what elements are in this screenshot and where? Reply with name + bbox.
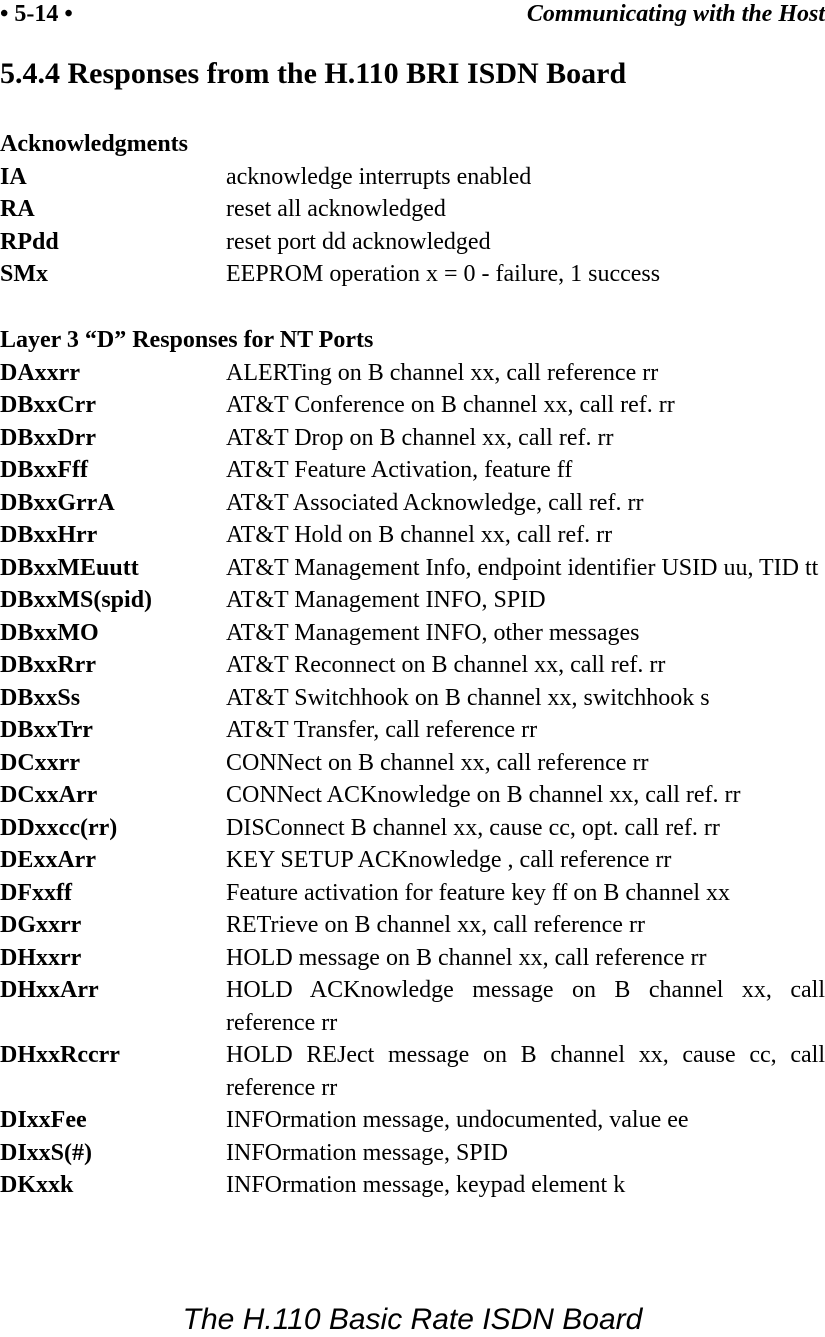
response-description: AT&T Switchhook on B channel xx, switchhook s — [226, 684, 710, 711]
list-item — [0, 161, 825, 194]
acknowledgments-heading: Acknowledgments — [0, 131, 189, 157]
list-item — [0, 909, 825, 942]
response-description: reset all acknowledged — [226, 196, 446, 222]
response-code: DBxxCrr — [0, 392, 96, 418]
response-code: IA — [0, 163, 27, 190]
response-code: DExxArr — [0, 847, 96, 873]
response-code: DBxxGrrA — [0, 489, 115, 516]
list-item — [0, 454, 825, 487]
response-description: AT&T Feature Activation, feature ff — [226, 457, 573, 483]
response-code: DIxxS(#) — [0, 1139, 93, 1166]
list-item — [0, 1104, 825, 1137]
response-description: RETrieve on B channel xx, call reference rr — [226, 912, 645, 938]
acknowledgments-section — [0, 128, 825, 291]
response-description: AT&T Drop on B channel xx, call ref. rr — [226, 424, 614, 451]
page-header — [0, 0, 825, 28]
response-description: HOLD message on B channel xx, call reference rr — [226, 944, 707, 971]
running-title: Communicating with the Host — [526, 1, 825, 27]
response-code: DBxxMEuutt — [0, 554, 139, 581]
list-item — [0, 942, 825, 975]
response-description: AT&T Management INFO, SPID — [226, 587, 546, 613]
list-item — [0, 519, 825, 552]
list-item — [0, 226, 825, 259]
layer3-section — [0, 324, 825, 1202]
response-description: INFOrmation message, undocumented, value ee — [226, 1107, 689, 1133]
response-description: CONNect ACKnowledge on B channel xx, call ref. rr — [226, 782, 741, 808]
list-item — [0, 552, 825, 585]
list-item — [0, 877, 825, 910]
list-item — [0, 747, 825, 780]
response-code: DBxxHrr — [0, 522, 98, 548]
list-item — [0, 649, 825, 682]
response-description: CONNect on B channel xx, call reference rr — [226, 749, 649, 776]
response-code: SMx — [0, 261, 48, 287]
acknowledgments-list — [0, 161, 825, 291]
layer3-heading: Layer 3 “D” Responses for NT Ports — [0, 327, 374, 353]
list-item — [0, 844, 825, 877]
response-description: DISConnect B channel xx, cause cc, opt. call ref. rr — [226, 814, 720, 841]
response-description: AT&T Transfer, call reference rr — [226, 717, 538, 743]
response-description: INFOrmation message, keypad element k — [226, 1172, 626, 1198]
list-item — [0, 974, 825, 1039]
response-code: DGxxrr — [0, 912, 82, 938]
response-code: DBxxMS(spid) — [0, 587, 153, 613]
response-code: RPdd — [0, 228, 59, 255]
response-code: DAxxrr — [0, 359, 80, 386]
list-item — [0, 1169, 825, 1202]
list-item — [0, 389, 825, 422]
response-description: reset port dd acknowledged — [226, 228, 491, 255]
layer3-list — [0, 357, 825, 1202]
response-code: DHxxArr — [0, 977, 99, 1003]
response-description: AT&T Associated Acknowledge, call ref. rr — [226, 489, 644, 516]
response-code: RA — [0, 196, 35, 222]
response-code: DBxxRrr — [0, 652, 96, 678]
list-item — [0, 812, 825, 845]
response-code: DBxxDrr — [0, 424, 96, 451]
response-code: DCxxrr — [0, 749, 80, 776]
response-description: AT&T Reconnect on B channel xx, call ref. rr — [226, 652, 666, 678]
response-code: DBxxSs — [0, 684, 81, 711]
response-description: Feature activation for feature key ff on B channel xx — [226, 879, 731, 906]
list-item — [0, 357, 825, 390]
list-item — [0, 487, 825, 520]
response-code: DBxxMO — [0, 619, 99, 646]
response-code: DCxxArr — [0, 782, 98, 808]
list-item — [0, 682, 825, 715]
response-description: HOLD REJect message on B channel xx, cause cc, call reference rr — [226, 1042, 825, 1101]
response-code: DHxxRccrr — [0, 1042, 120, 1068]
section-title: 5.4.4 Responses from the H.110 BRI ISDN Board — [0, 57, 627, 90]
response-description: acknowledge interrupts enabled — [226, 163, 532, 190]
response-code: DBxxTrr — [0, 717, 93, 743]
response-description: ALERTing on B channel xx, call reference rr — [226, 359, 659, 386]
page-footer: The H.110 Basic Rate ISDN Board — [182, 1303, 643, 1336]
response-description: AT&T Management INFO, other messages — [226, 619, 640, 646]
response-description: AT&T Conference on B channel xx, call ref. rr — [226, 392, 675, 418]
list-item — [0, 779, 825, 812]
list-item — [0, 714, 825, 747]
list-item — [0, 258, 825, 291]
list-item — [0, 1137, 825, 1170]
response-code: DDxxcc(rr) — [0, 814, 118, 841]
list-item — [0, 422, 825, 455]
response-code: DIxxFee — [0, 1107, 87, 1133]
list-item — [0, 193, 825, 226]
page-number: • 5-14 • — [0, 1, 73, 27]
response-description: AT&T Hold on B channel xx, call ref. rr — [226, 522, 613, 548]
response-description: KEY SETUP ACKnowledge , call reference rr — [226, 847, 672, 873]
response-code: DKxxk — [0, 1172, 74, 1198]
response-code: DBxxFff — [0, 457, 88, 483]
response-description: HOLD ACKnowledge message on B channel xx, call reference rr — [226, 977, 825, 1036]
response-code: DHxxrr — [0, 944, 82, 971]
response-code: DFxxff — [0, 879, 72, 906]
response-description: INFOrmation message, SPID — [226, 1139, 508, 1166]
response-description: EEPROM operation x = 0 - failure, 1 success — [226, 261, 661, 287]
response-description: AT&T Management Info, endpoint identifier USID uu, TID tt — [226, 554, 819, 581]
list-item — [0, 1039, 825, 1104]
list-item — [0, 584, 825, 617]
list-item — [0, 617, 825, 650]
